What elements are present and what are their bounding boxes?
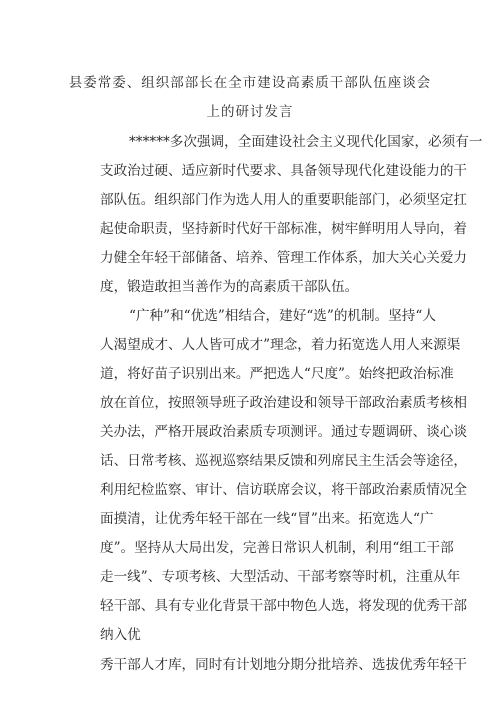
body-line: 放在首位，按照领导班子政治建设和领导干部政治素质考核相 <box>100 395 468 411</box>
document-title-line-2: 上的研讨发言 <box>206 104 294 120</box>
body-line: 力健全年轻干部储备、培养、管理工作体系，加大关心关爱力 <box>100 250 468 266</box>
body-line: 话、日常考核、巡视巡察结果反馈和列席民主生活会等途径， <box>100 453 468 469</box>
body-line: 人渴望成才、人人皆可成才”理念，着力拓宽选人用人来源渠 <box>100 337 461 353</box>
body-line: 秀干部人才库，同时有计划地分期分批培养、选拔优秀年轻干 <box>100 657 468 673</box>
body-line: 部队伍。组织部门作为选人用人的重要职能部门，必须坚定扛 <box>100 192 468 208</box>
body-line: 走一线”、专项考核、大型活动、干部考察等时机，注重从年 <box>100 569 461 585</box>
body-line: 支政治过硬、适应新时代要求、具备领导现代化建设能力的干 <box>100 163 468 179</box>
body-line: 轻干部、具有专业化背景干部中物色人选，将发现的优秀干部 <box>100 598 468 614</box>
document-title-line-1: 县委常委、组织部部长在全市建设高素质干部队伍座谈会 <box>68 75 432 91</box>
body-line: 关办法，严格开展政治素质专项测评。通过专题调研、谈心谈 <box>100 424 468 440</box>
body-line: 道，将好苗子识别出来。严把选人“尺度”。始终把政治标准 <box>100 366 454 382</box>
body-line: 纳入优 <box>100 627 141 643</box>
body-line: 起使命职责，坚持新时代好干部标准，树牢鲜明用人导向，着 <box>100 221 468 237</box>
body-line: 度”。坚持从大局出发，完善日常识人机制，利用“组工干部 <box>100 540 454 556</box>
body-line: ******多次强调，全面建设社会主义现代化国家，必须有一 <box>129 134 483 150</box>
body-line: “广种”和“优选”相结合，建好“选”的机制。坚持“人 <box>129 308 436 324</box>
body-line: 度，锻造敢担当善作为的高素质干部队伍。 <box>100 279 359 295</box>
body-line: 利用纪检监察、审计、信访联席会议，将干部政治素质情况全 <box>100 482 468 498</box>
body-line: 面摸清，让优秀年轻干部在一线“冒”出来。拓宽选人“广 <box>100 511 434 527</box>
